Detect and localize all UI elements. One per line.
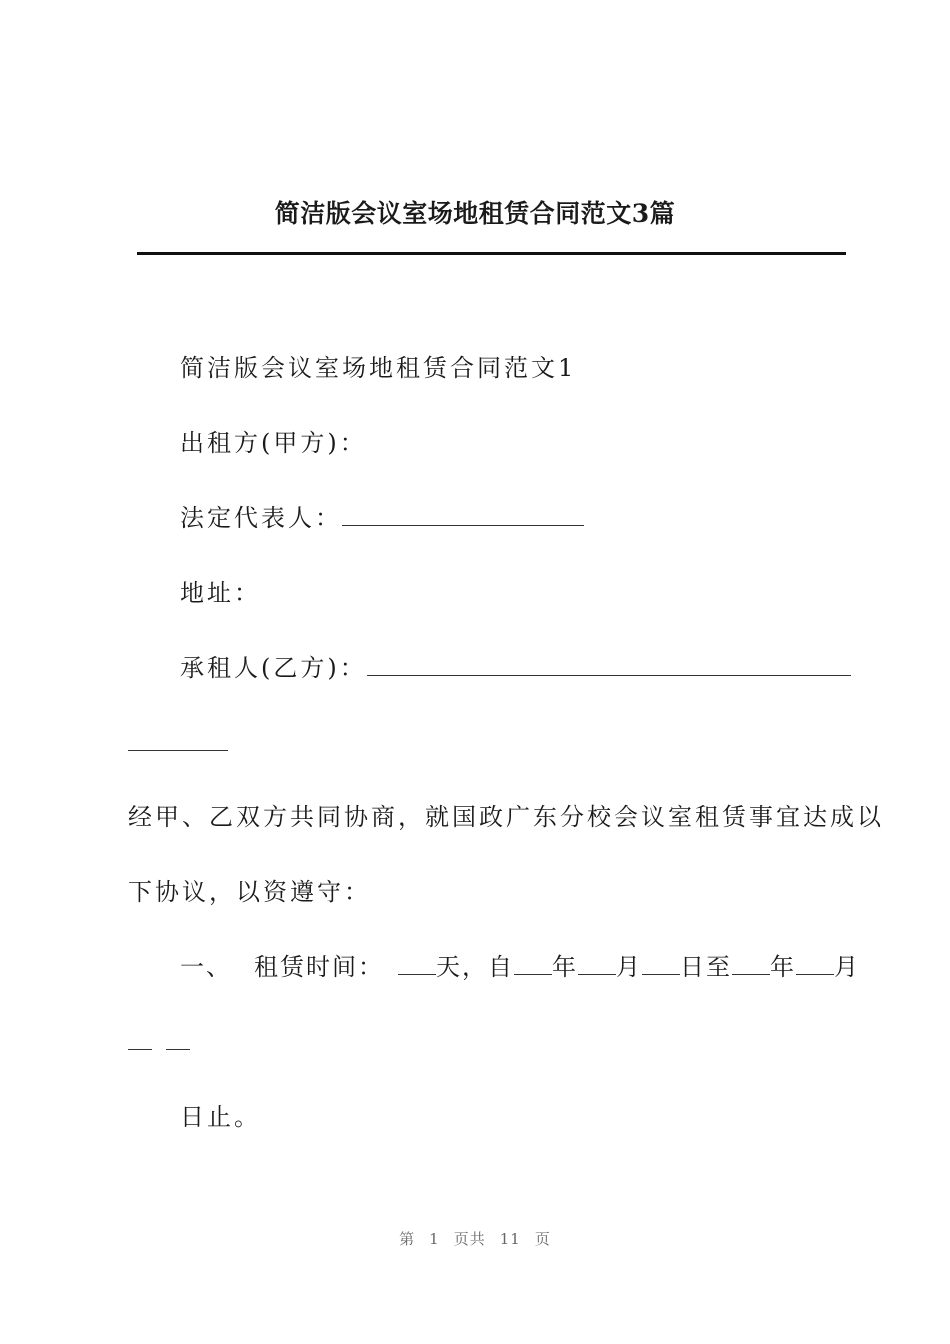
end-day-blank-b xyxy=(166,1027,190,1050)
lessee-blank-tail xyxy=(128,728,228,751)
lessee-line xyxy=(180,651,851,685)
end-year-blank xyxy=(732,952,770,975)
title-underline xyxy=(137,252,846,255)
start-day-blank xyxy=(642,952,680,975)
address-label: 地址： xyxy=(180,579,261,607)
lessor-label: 出租方(甲方)： xyxy=(180,429,367,457)
start-month-label: 月 xyxy=(616,953,642,981)
footer-page-total: 11 xyxy=(499,1230,521,1248)
footer-page-prefix: 第 xyxy=(399,1230,416,1248)
end-month-blank xyxy=(796,952,834,975)
lessee-label: 承租人(乙方)： xyxy=(180,654,367,682)
section-heading: 简洁版会议室场地租赁合同范文1 xyxy=(180,354,577,382)
legal-rep-blank xyxy=(342,503,584,526)
footer-page-suffix: 页 xyxy=(534,1230,551,1248)
start-year-blank xyxy=(514,952,552,975)
page-footer xyxy=(0,1228,950,1249)
days-blank xyxy=(398,952,436,975)
end-year-label: 年 xyxy=(770,953,796,981)
clause-1-end: 日止。 xyxy=(180,1103,261,1131)
clause-1-blank-continued xyxy=(128,1025,190,1059)
day-to-label: 日至 xyxy=(680,953,732,981)
clause-1-line xyxy=(180,950,860,984)
intro-line-2: 下协议，以资遵守： xyxy=(128,878,371,906)
clause-1-label: 租赁时间： xyxy=(254,953,384,981)
legal-rep-line xyxy=(180,501,584,535)
lessee-blank-continued xyxy=(128,726,228,760)
clause-1-text: 天，自 xyxy=(436,953,514,981)
start-month-blank xyxy=(578,952,616,975)
footer-page-mid: 页共 xyxy=(453,1230,486,1248)
legal-rep-label: 法定代表人： xyxy=(180,504,342,532)
lessee-blank xyxy=(367,653,851,676)
end-day-blank-a xyxy=(128,1027,152,1050)
intro-line-1: 经甲、乙双方共同协商，就国政广东分校会议室租赁事宜达成以 xyxy=(128,803,884,831)
document-title: 简洁版会议室场地租赁合同范文3篇 xyxy=(274,199,676,228)
start-year-label: 年 xyxy=(552,953,578,981)
footer-page-number: 1 xyxy=(429,1230,440,1248)
end-month-label: 月 xyxy=(834,953,860,981)
clause-1-number: 一、 xyxy=(180,953,232,981)
